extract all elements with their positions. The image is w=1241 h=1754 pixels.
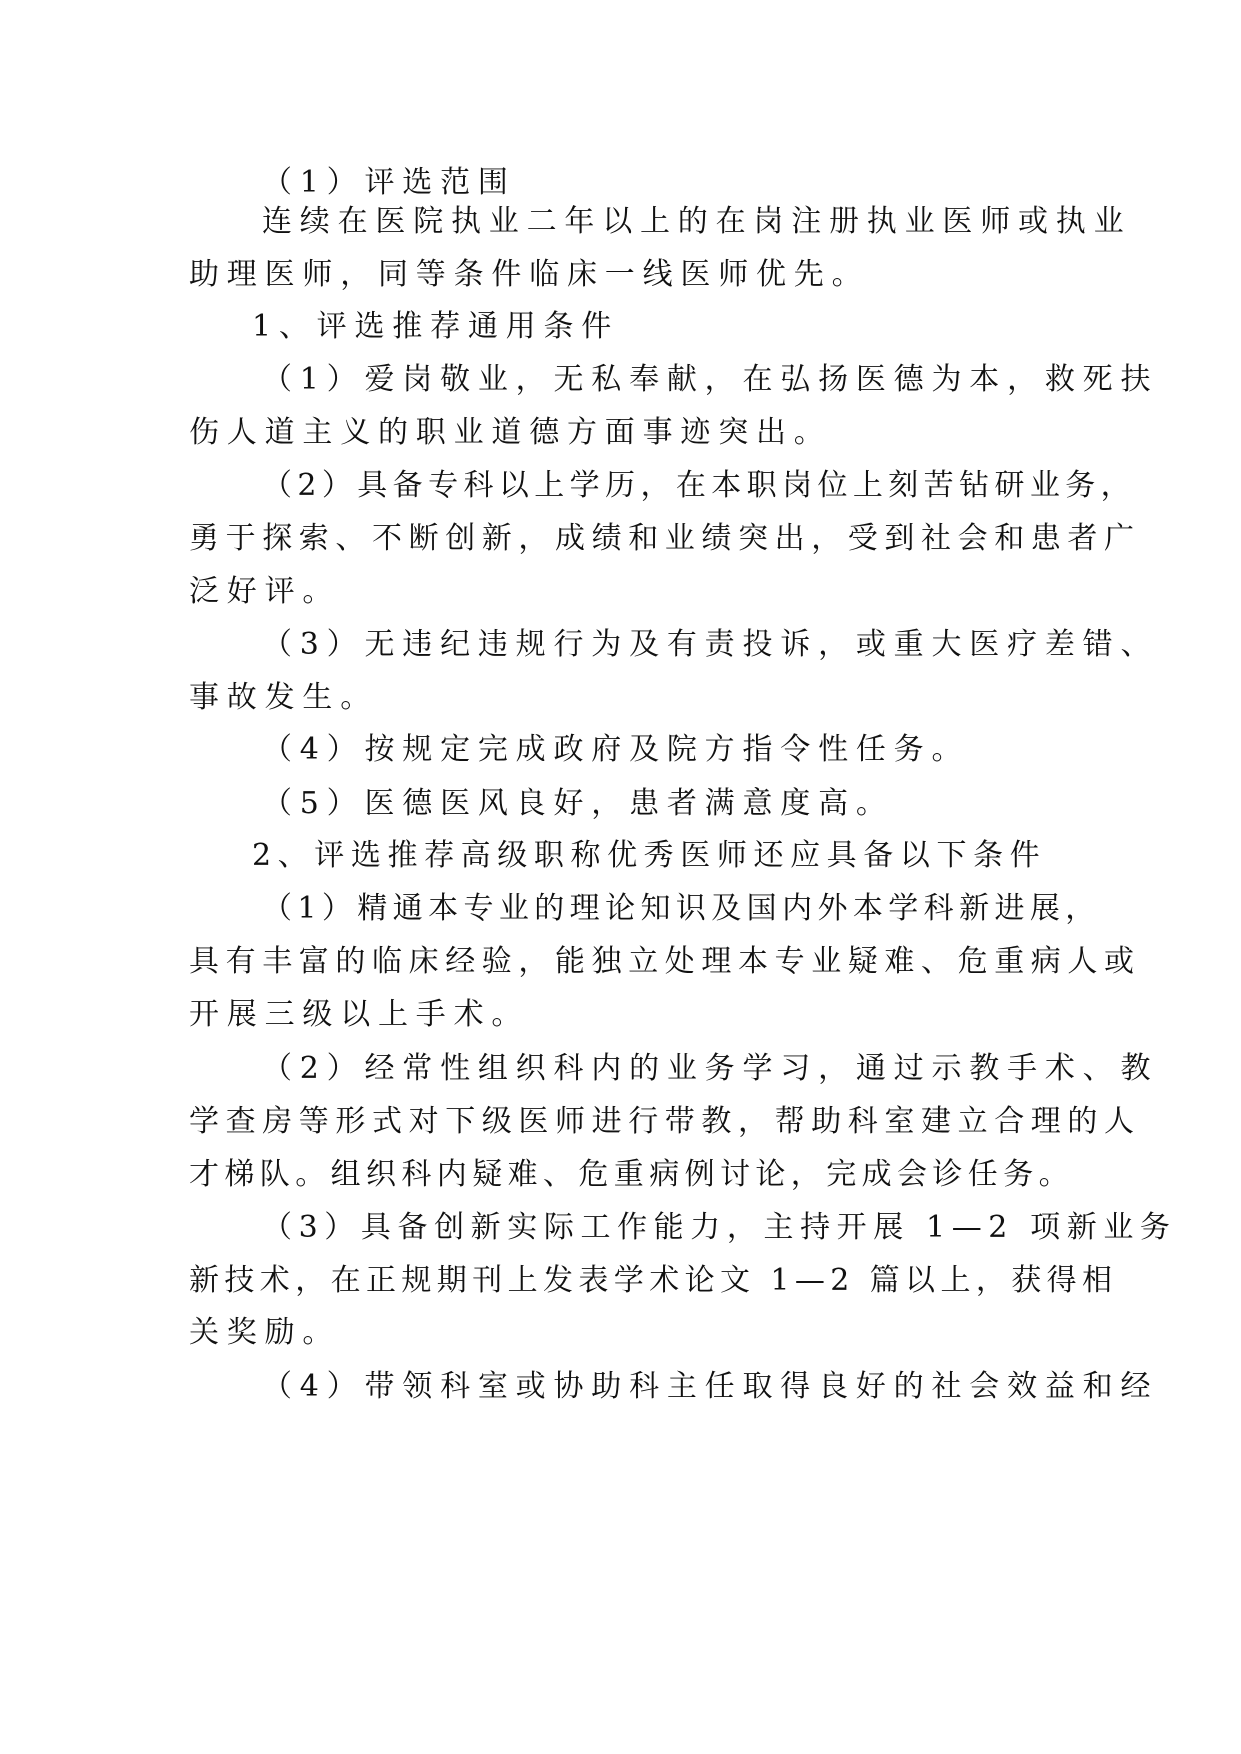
body-line: 开展三级以上手术。 — [189, 997, 530, 1032]
body-line: 勇于探索、不断创新，成绩和业绩突出，受到社会和患者广 — [189, 521, 1141, 556]
body-line: （3）具备创新实际工作能力，主持开展 1—2 项新业务 — [262, 1210, 1177, 1245]
body-line: 具有丰富的临床经验，能独立处理本专业疑难、危重病人或 — [189, 944, 1141, 979]
body-line: 学查房等形式对下级医师进行带教，帮助科室建立合理的人 — [189, 1104, 1141, 1139]
body-line: 新技术，在正规期刊上发表学术论文 1—2 篇以上，获得相 — [189, 1263, 1118, 1298]
section-heading-scope: （1）评选范围 — [262, 165, 516, 200]
body-line: （2）具备专科以上学历，在本职岗位上刻苦钻研业务， — [262, 468, 1137, 503]
body-line: （2）经常性组织科内的业务学习，通过示教手术、教 — [262, 1051, 1159, 1086]
section-heading-senior-conditions: 2、评选推荐高级职称优秀医师还应具备以下条件 — [252, 838, 1047, 873]
body-line: 伤人道主义的职业道德方面事迹突出。 — [189, 415, 832, 450]
body-line: 泛好评。 — [189, 574, 341, 609]
body-line: 助理医师，同等条件临床一线医师优先。 — [189, 257, 870, 292]
body-line: （1）精通本专业的理论知识及国内外本学科新进展， — [262, 891, 1101, 926]
body-line: 关奖励。 — [189, 1315, 341, 1350]
body-line: （4）带领科室或协助科主任取得良好的社会效益和经 — [262, 1369, 1159, 1404]
body-line: 连续在医院执业二年以上的在岗注册执业医师或执业 — [262, 204, 1132, 239]
body-line: 才梯队。组织科内疑难、危重病例讨论，完成会诊任务。 — [189, 1157, 1074, 1192]
body-line: （4）按规定完成政府及院方指令性任务。 — [262, 732, 970, 767]
body-line: （1）爱岗敬业，无私奉献，在弘扬医德为本，救死扶 — [262, 362, 1159, 397]
body-line: （3）无违纪违规行为及有责投诉，或重大医疗差错、 — [262, 627, 1159, 662]
body-line: （5）医德医风良好，患者满意度高。 — [262, 786, 894, 821]
section-heading-general-conditions: 1、评选推荐通用条件 — [252, 309, 620, 344]
body-line: 事故发生。 — [189, 680, 378, 715]
